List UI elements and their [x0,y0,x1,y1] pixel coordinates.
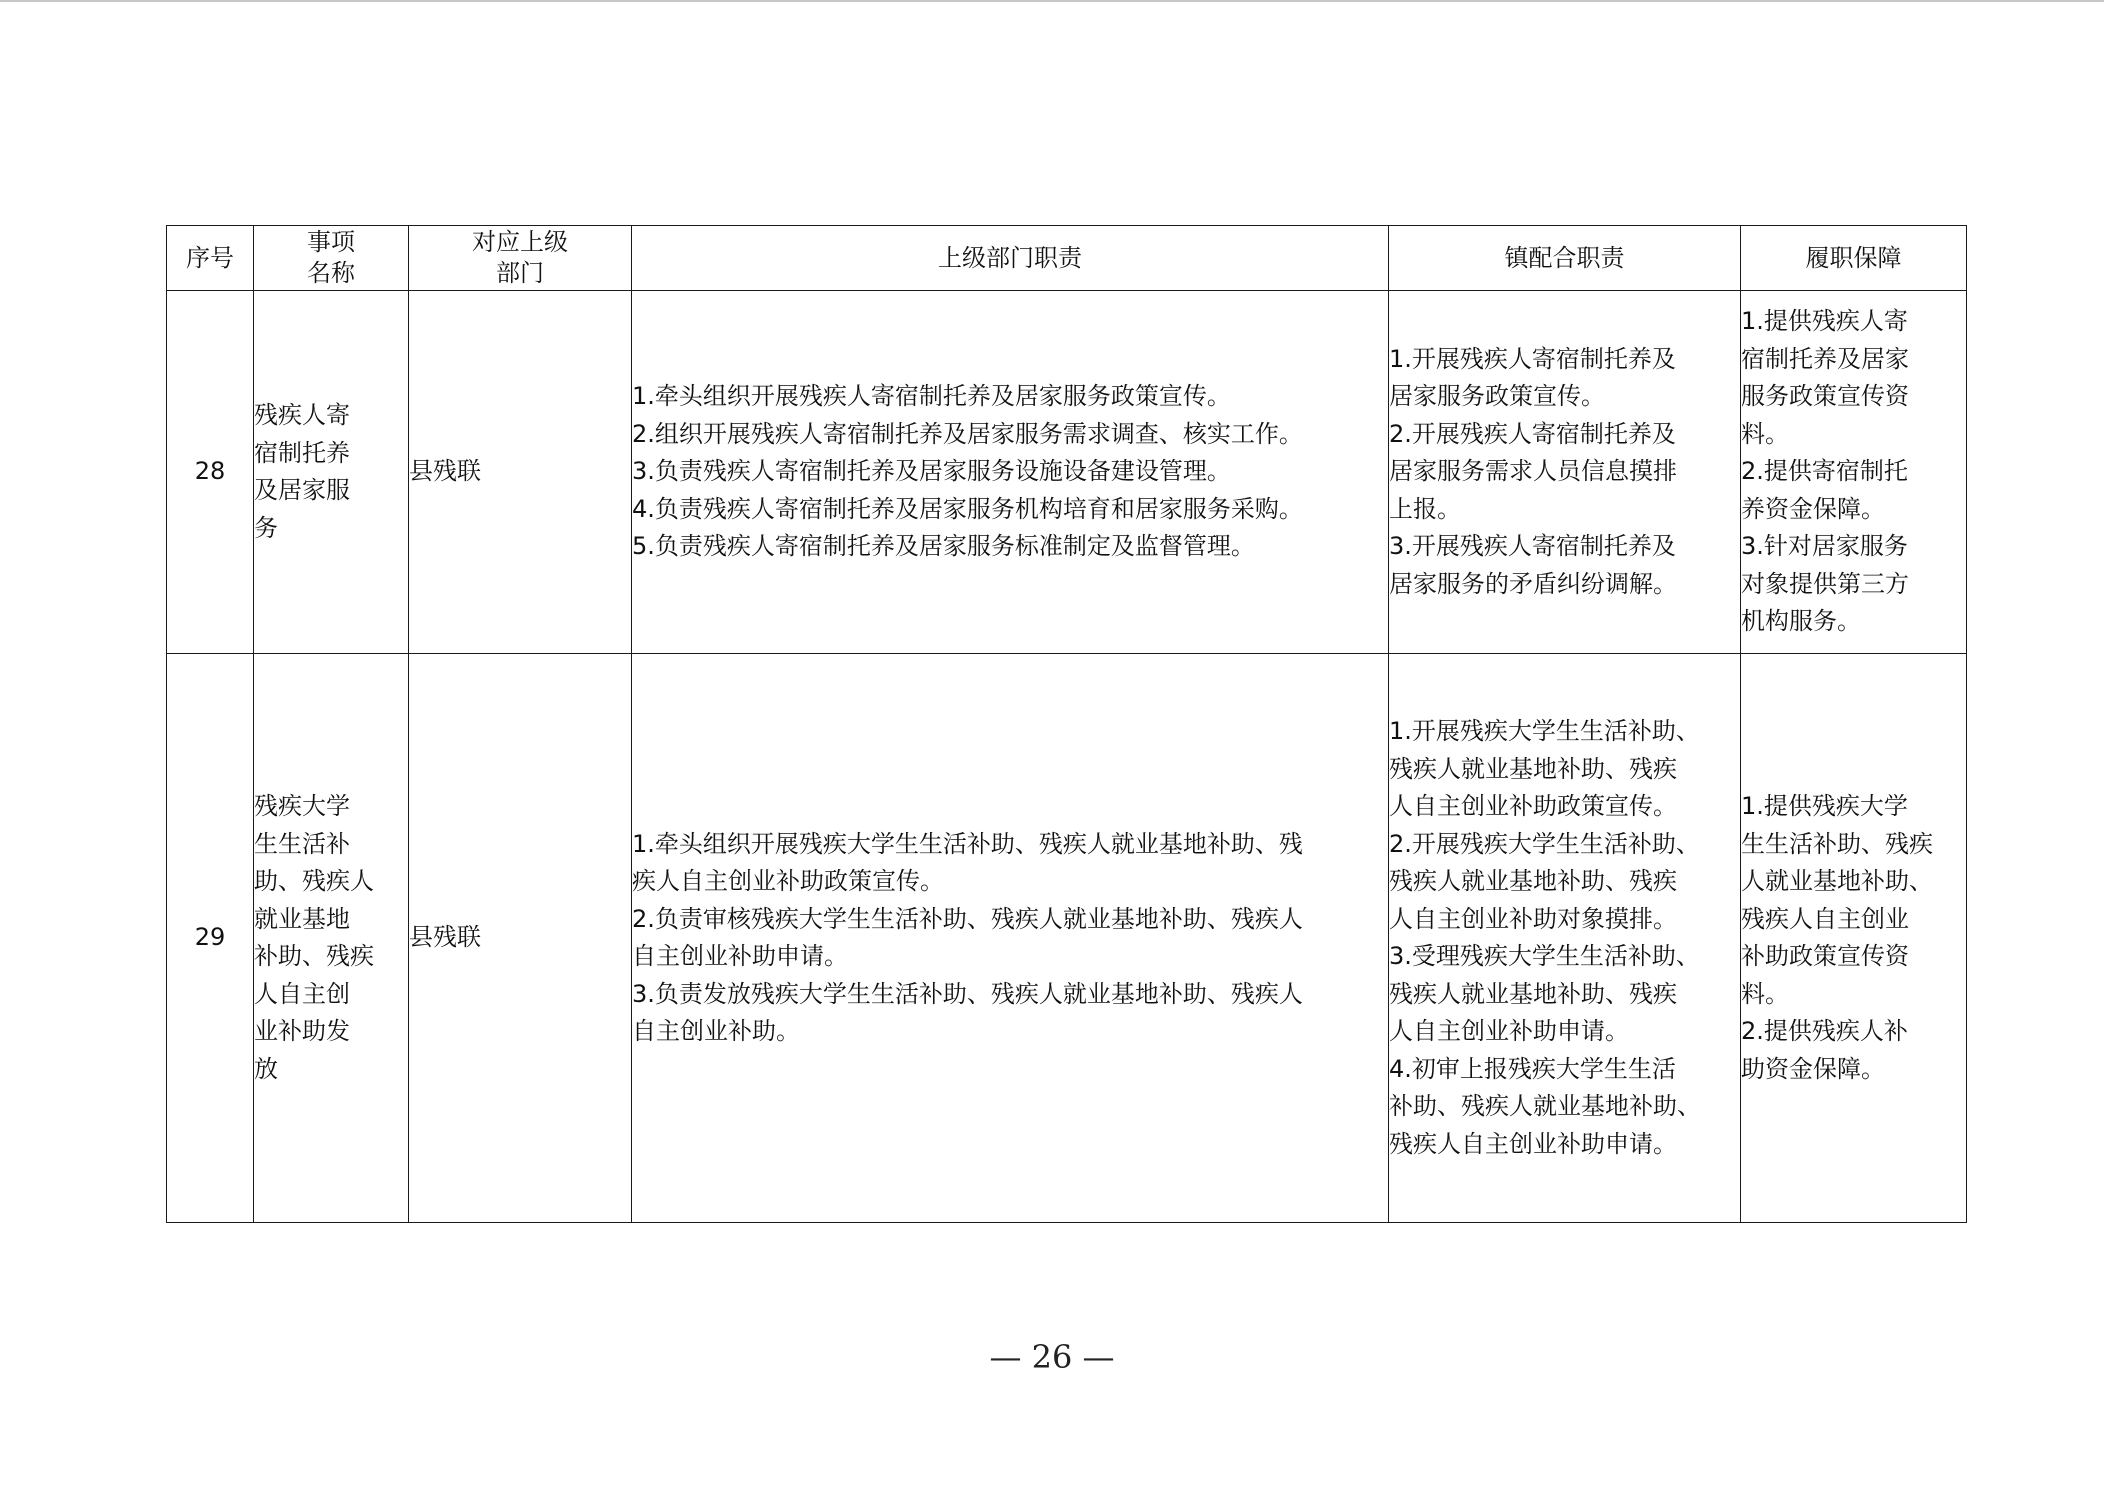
header-guarantee: 履职保障 [1741,226,1967,291]
row-guarantee: 1.提供残疾大学 生生活补助、残疾 人就业基地补助、 残疾人自主创业 补助政策宣传资 料。 2.提供残疾人补 助资金保障。 [1741,654,1967,1223]
row-upper-dept: 县残联 [409,654,632,1223]
row-upper-duty: 1.牵头组织开展残疾人寄宿制托养及居家服务政策宣传。 2.组织开展残疾人寄宿制托养及居家服务需求调查、核实工作。 3.负责残疾人寄宿制托养及居家服务设施设备建设管理。 4.负责残疾人寄宿制托养及居家服务机构培育和居家服务采购。 5.负责残疾人寄宿制托养及居家服务标准制定及监督管理。 [632,291,1389,654]
row-seq: 28 [167,291,254,654]
row-item-name: 残疾大学 生生活补 助、残疾人 就业基地 补助、残疾 人自主创 业补助发 放 [254,654,409,1223]
table-row [167,654,1967,1223]
table-header-row [167,226,1967,291]
header-upper-dept: 对应上级 部门 [409,226,632,291]
row-guarantee: 1.提供残疾人寄 宿制托养及居家 服务政策宣传资 料。 2.提供寄宿制托 养资金保障。 3.针对居家服务 对象提供第三方 机构服务。 [1741,291,1967,654]
header-town-duty: 镇配合职责 [1389,226,1741,291]
header-item-name: 事项 名称 [254,226,409,291]
header-upper-duty: 上级部门职责 [632,226,1389,291]
row-town-duty: 1.开展残疾人寄宿制托养及 居家服务政策宣传。 2.开展残疾人寄宿制托养及 居家服务需求人员信息摸排 上报。 3.开展残疾人寄宿制托养及 居家服务的矛盾纠纷调解。 [1389,291,1741,654]
row-upper-dept: 县残联 [409,291,632,654]
duty-table [166,225,1967,1223]
top-border-line [0,0,2104,2]
header-seq: 序号 [167,226,254,291]
table-row [167,291,1967,654]
row-item-name: 残疾人寄 宿制托养 及居家服 务 [254,291,409,654]
row-town-duty: 1.开展残疾大学生生活补助、 残疾人就业基地补助、残疾 人自主创业补助政策宣传。 2.开展残疾大学生生活补助、 残疾人就业基地补助、残疾 人自主创业补助对象摸排。 3.受理残疾大学生生活补助、 残疾人就业基地补助、残疾 人自主创业补助申请。 4.初审上报残疾大学生生活 补助、残疾人就业基地补助、 残疾人自主创业补助申请。 [1389,654,1741,1223]
row-seq: 29 [167,654,254,1223]
row-upper-duty: 1.牵头组织开展残疾大学生生活补助、残疾人就业基地补助、残 疾人自主创业补助政策宣传。 2.负责审核残疾大学生生活补助、残疾人就业基地补助、残疾人 自主创业补助申请。 3.负责发放残疾大学生生活补助、残疾人就业基地补助、残疾人 自主创业补助。 [632,654,1389,1223]
page-number: — 26 — [989,1338,1115,1376]
